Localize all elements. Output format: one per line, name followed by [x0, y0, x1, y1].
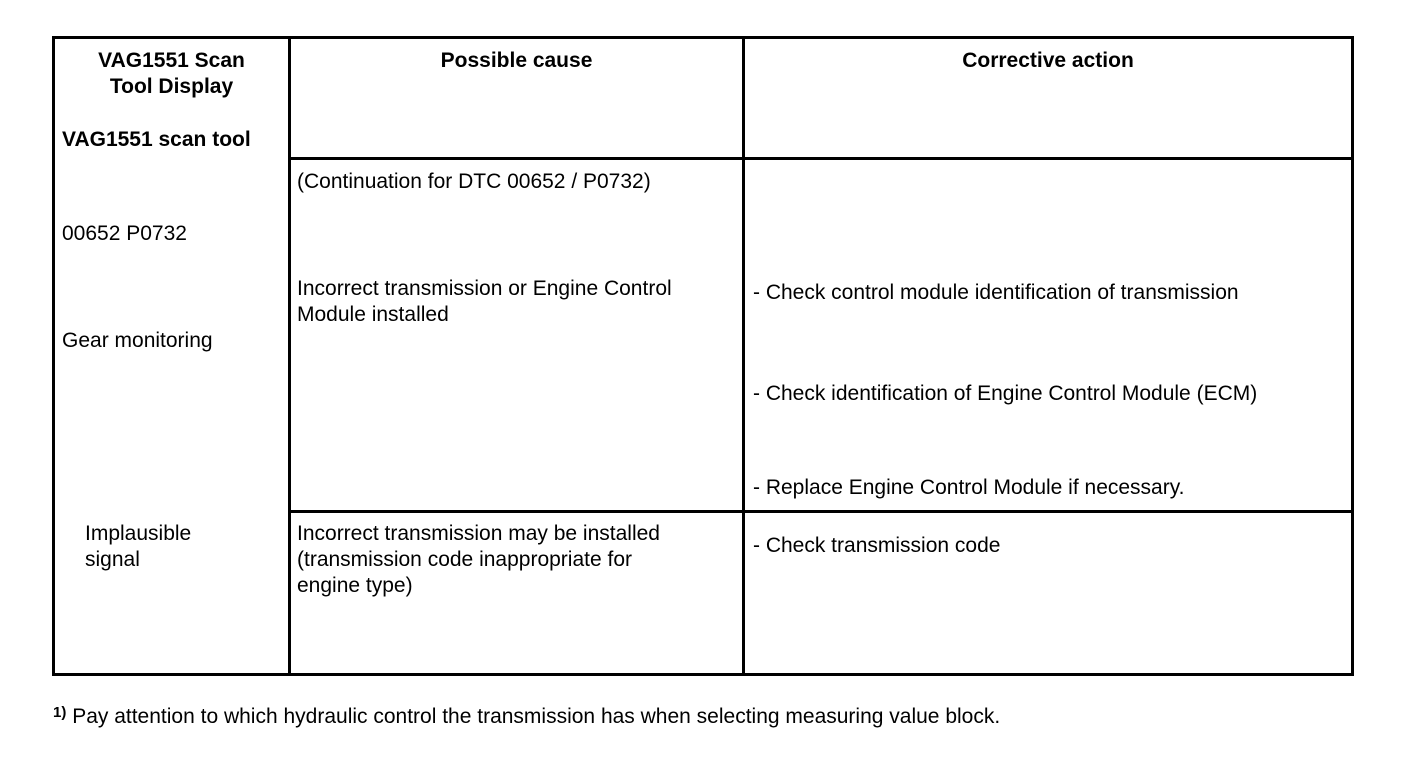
dtc-signal-line1: Implausible	[85, 522, 192, 545]
cause-incorrect-module	[297, 276, 672, 328]
header-scan-tool-line2: Tool Display	[109, 75, 234, 98]
cause-incorrect-module-line1: Incorrect transmission or Engine Control	[297, 277, 672, 300]
dtc-table	[52, 36, 1354, 676]
header-scan-tool-display	[55, 48, 288, 100]
header-corrective-action: Corrective action	[962, 49, 1134, 72]
cause-incorrect-transmission	[297, 521, 660, 599]
continuation-note: (Continuation for DTC 00652 / P0732)	[297, 170, 651, 193]
dtc-code: 00652 P0732	[62, 222, 187, 245]
dtc-signal	[85, 521, 191, 573]
cause-incorrect-transmission-line2: (transmission code inappropriate for	[297, 548, 632, 571]
dtc-signal-line2: signal	[85, 548, 140, 571]
header-scan-tool-line1: VAG1551 Scan	[98, 49, 245, 72]
column-divider-1	[288, 39, 291, 673]
footnote-marker: 1)	[53, 704, 67, 721]
cause-incorrect-module-line2: Module installed	[297, 303, 449, 326]
column-divider-2	[742, 39, 745, 673]
dtc-name: Gear monitoring	[62, 329, 213, 352]
header-scan-tool-subtitle: VAG1551 scan tool	[62, 128, 251, 151]
action-check-transmission-id: - Check control module identification of transmission	[753, 281, 1239, 304]
action-check-transmission-code: - Check transmission code	[753, 534, 1001, 557]
footnote-text: Pay attention to which hydraulic control the transmission has when selecting measuring value block.	[72, 705, 1001, 728]
header-possible-cause: Possible cause	[440, 49, 593, 72]
row-divider	[288, 510, 1351, 513]
action-replace-ecm: - Replace Engine Control Module if necessary.	[753, 476, 1185, 499]
action-check-ecm-id: - Check identification of Engine Control Module (ECM)	[753, 382, 1258, 405]
footnote	[53, 704, 1000, 729]
cause-incorrect-transmission-line1: Incorrect transmission may be installed	[297, 522, 660, 545]
header-divider	[288, 157, 1351, 160]
cause-incorrect-transmission-line3: engine type)	[297, 574, 413, 597]
